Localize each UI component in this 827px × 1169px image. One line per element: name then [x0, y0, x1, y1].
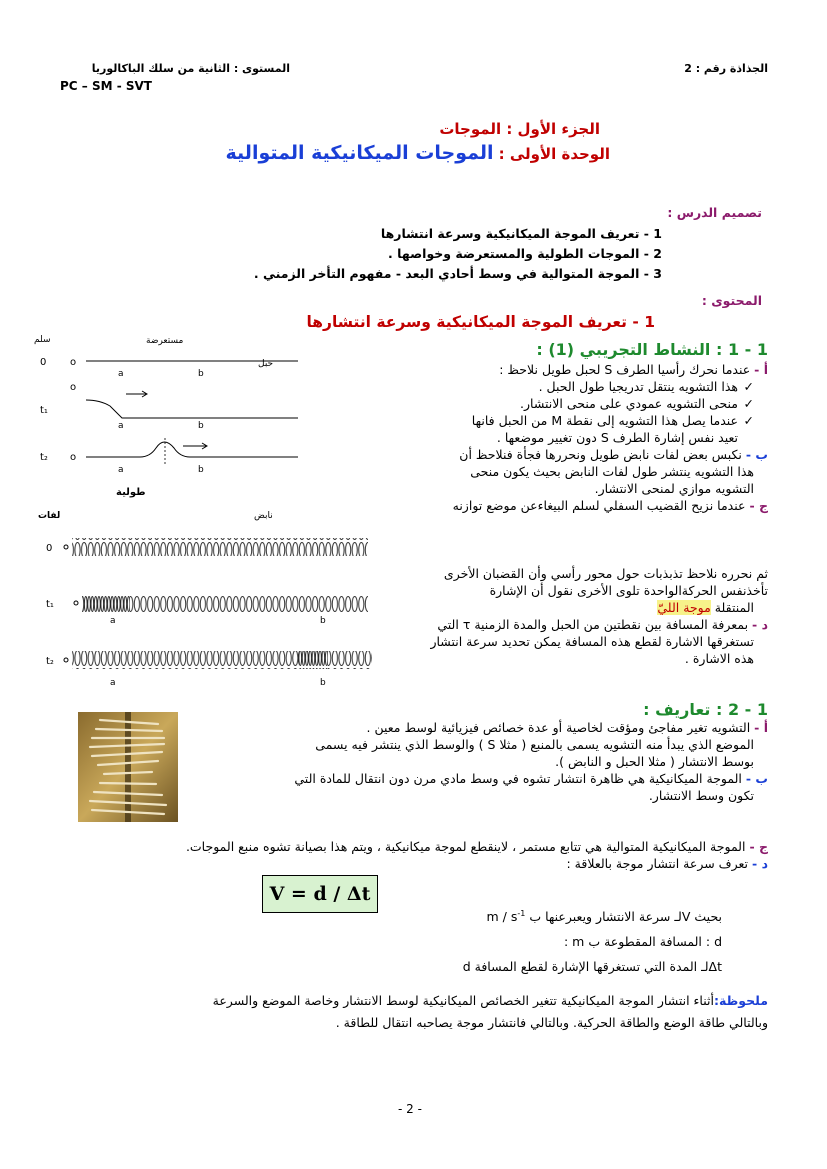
- check-icon: [738, 396, 754, 411]
- item-c-label: ج -: [749, 498, 768, 513]
- check-text-3: عندما يصل هذا التشويه إلى نقطة M من الحبل فانها: [471, 413, 738, 428]
- item-b-line-2: هذا التشويه ينتشر طول لفات النابض بحيث يكون منحى: [470, 464, 754, 479]
- item-d-line-1: [390, 616, 768, 633]
- def-c-label: ج -: [749, 839, 768, 854]
- unit-title-name: الموجات الميكانيكية المتوالية: [225, 142, 494, 164]
- item-a: [390, 361, 768, 378]
- fig1-a-2: a: [118, 465, 124, 475]
- distance-variable-d: d : المسافة المقطوعة ب m :: [563, 934, 722, 949]
- speed-variable-v-text: بحيث Vلـ سرعة الانتشار ويعبرعنها ب: [529, 909, 722, 925]
- fig2-t1: t₁: [46, 599, 54, 610]
- speed-unit: [487, 909, 526, 924]
- unit-title: [200, 142, 610, 164]
- fig1-t2: t₂: [40, 452, 48, 463]
- fig2-b-1: b: [320, 616, 326, 626]
- fig1-b-1: b: [198, 421, 204, 431]
- header-level: المستوى : الثانية من سلك الباكالوريا: [91, 62, 290, 75]
- part-title: الجزء الأول : الموجات: [439, 120, 600, 138]
- spring-coils-t1: [130, 594, 368, 612]
- spring-coils-t2-right: [328, 651, 372, 669]
- def-b-text-1: الموجة الميكانيكية هي ظاهرة انتشار تشوه في وسط مادي مرن دون انتقال للمادة التي: [294, 771, 742, 786]
- plan-item-3: 3 - الموجة المتوالية في وسط أحادي البعد - مفهوم التأخر الزمني .: [253, 266, 662, 281]
- spring-anchor-0: [64, 545, 68, 549]
- torsion-wave-highlight: موجة الليّ: [657, 600, 711, 615]
- speed-variable-v: [400, 905, 722, 925]
- item-c-line-1: [390, 497, 768, 514]
- fig1-t0: 0: [40, 357, 47, 368]
- fig1-b-2: b: [198, 465, 204, 475]
- item-c-line-4: [390, 599, 768, 616]
- fig2-a-2: a: [110, 678, 116, 688]
- def-d-label: د -: [752, 856, 768, 871]
- item-a-label: أ -: [754, 362, 768, 377]
- check-icon: [738, 413, 754, 428]
- item-d-line-3: هذه الاشارة .: [684, 651, 754, 666]
- def-a-line-1: [190, 719, 768, 736]
- def-a-label: أ -: [754, 720, 768, 735]
- item-d-line-2: تستغرقها الاشارة لقطع هذه المسافة يمكن تحديد سرعة انتشار: [430, 634, 754, 649]
- plan-item-2: 2 - الموجات الطولية والمستعرضة وخواصها .: [388, 246, 662, 261]
- check-text-2: منحى التشويه عمودي على منحى الانتشار.: [520, 396, 738, 411]
- def-a-line-2: الموضع الذي يبدأ منه التشويه يسمى بالمنبع ( مثلا S ) والوسط الذي ينتشر فيه يسمى: [315, 737, 754, 752]
- note-line-1: [60, 990, 768, 1012]
- def-b-line-2: تكون وسط الانتشار.: [648, 788, 754, 803]
- fig1-corner-label: سلم: [34, 335, 51, 345]
- fig2-corner-label: لفات: [38, 511, 61, 521]
- def-d-line: [60, 855, 768, 872]
- section1-body: [390, 361, 768, 514]
- plan-list: [200, 224, 662, 284]
- header-streams: PC – SM - SVT: [60, 79, 152, 93]
- item-c-d-block: [390, 599, 768, 667]
- section1-title: 1 - تعريف الموجة الميكانيكية وسرعة انتشارها: [306, 313, 655, 331]
- definitions-body-wide: [60, 838, 768, 872]
- page-number: - 2 -: [398, 1102, 422, 1116]
- definitions-body: [190, 719, 768, 804]
- fig2-t2: t₂: [46, 656, 54, 667]
- item-b-label: ب -: [745, 447, 768, 462]
- fig1-b-0: b: [198, 369, 204, 379]
- def-a-line-3: بوسط الانتشار ( مثلا الحبل و النابض ).: [555, 754, 754, 769]
- item-b-line-1: [390, 446, 768, 463]
- spring-coils-t2-left: [72, 651, 298, 669]
- unit-title-prefix: الوحدة الأولى :: [498, 145, 610, 163]
- fig1-origin-2: o: [70, 452, 77, 463]
- item-c-line-3: تأخذنفس الحركةالواحدة تلوى الأخرى نقول أن الإشارة: [489, 583, 768, 598]
- def-b-label: ب -: [745, 771, 768, 786]
- def-a-text-1: التشويه تغير مفاجئ ومؤقت لخاصية أو عدة خصائص فيزيائية لوسط معين .: [366, 720, 751, 735]
- header-sheet-number: الجذاذة رقم : 2: [684, 62, 768, 75]
- item-b-line-3: التشويه موازي لمنحى الانتشار.: [594, 481, 754, 496]
- item-d-text-1: بمعرفة المسافة بين نقطتين من الحبل والمدة الزمنية τ التي: [437, 617, 749, 632]
- fig1-caption: طولية: [116, 487, 146, 498]
- item-c-text-1: عندما نزيح القضيب السفلي لسلم البيغاءعن موضع توازنه: [452, 498, 746, 513]
- speed-unit-base: m / s: [486, 909, 518, 925]
- fig2-a-1: a: [110, 616, 116, 626]
- wave-machine-photo: [78, 712, 178, 822]
- speed-formula-box: V = d / Δt: [262, 875, 378, 913]
- def-c-line: [60, 838, 768, 855]
- activity-title: 1 - 1 : النشاط التجريبي (1) :: [536, 340, 768, 359]
- plan-label: تصميم الدرس :: [667, 205, 762, 220]
- note-block: [60, 990, 768, 1034]
- fig1-a-1: a: [118, 421, 124, 431]
- item-a-check-3-cont: تعيد نفس إشارة الطرف S دون تغيير موضعها .: [496, 430, 738, 445]
- item-c-prefix: المنتقلة: [714, 600, 754, 615]
- spring-figure: [28, 505, 408, 695]
- rope-figure: [28, 330, 388, 500]
- def-c-text: الموجة الميكانيكية المتوالية هي تتابع مستمر ، لاينقطع لموجة ميكانيكية ، ويتم هذا بصيانة تشوه منبع الموجات.: [185, 839, 746, 854]
- content-label: المحتوى :: [701, 293, 762, 308]
- definitions-title: 1 - 2 : تعاريف :: [643, 700, 768, 719]
- fig1-type-label: مستعرضة: [146, 336, 184, 346]
- note-text-1: أثناء انتشار الموجة الميكانيكية تتغير الخصائص الميكانيكية لوسط الانتشار وخاصة الموضع والسرعة: [212, 993, 714, 1008]
- item-c-wide: [405, 565, 768, 599]
- rope-line-t2: [86, 442, 298, 457]
- spring-compressed-t2: [298, 651, 328, 669]
- fig1-rope-label: حبل: [258, 359, 274, 369]
- item-a-check-1: [390, 378, 768, 395]
- item-a-text: عندما نحرك رأسيا الطرف S لحبل طويل نلاحظ :: [499, 362, 751, 377]
- check-icon: [738, 379, 754, 394]
- note-line-2: وبالتالي طاقة الوضع والطاقة الحركية. وبالتالي فانتشار موجة يصاحبه انتقال للطاقة .: [335, 1015, 768, 1030]
- spring-coils-t0: [72, 538, 368, 556]
- fig1-origin-0: o: [70, 357, 77, 368]
- fig1-origin-1: o: [70, 382, 77, 393]
- item-c-line-2: ثم نحرره نلاحظ تذبذبات حول محور رأسي وأن القضبان الأخرى: [443, 566, 768, 581]
- item-d-label: د -: [752, 617, 768, 632]
- fig2-spring-label: نابض: [254, 511, 273, 521]
- fig1-a-0: a: [118, 369, 124, 379]
- plan-item-1: 1 - تعريف الموجة الميكانيكية وسرعة انتشارها: [380, 226, 662, 241]
- fig2-b-2: b: [320, 678, 326, 688]
- spring-compressed-t1: [82, 594, 130, 612]
- rope-line-t1: [86, 400, 298, 418]
- note-label: ملحوظة:: [713, 993, 768, 1008]
- def-b-line-1: [190, 770, 768, 787]
- item-b-text-1: نكبس بعض لفات نابض طويل ونحررها فجأة فنلاحظ أن: [459, 447, 742, 462]
- def-d-text: تعرف سرعة انتشار موجة بالعلاقة :: [566, 856, 749, 871]
- item-a-check-2: [390, 395, 768, 412]
- spring-anchor-1: [74, 601, 78, 605]
- fig1-t1: t₁: [40, 405, 48, 416]
- check-text-1: هذا التشويه ينتقل تدريجيا طول الحبل .: [538, 379, 738, 394]
- speed-unit-exponent: -1: [517, 909, 526, 918]
- fig2-t0: 0: [46, 543, 53, 554]
- duration-variable-t: Δtلـ المدة التي تستغرقها الإشارة لقطع المسافة d: [462, 959, 722, 974]
- item-a-check-3: [390, 412, 768, 429]
- spring-anchor-2: [64, 658, 68, 662]
